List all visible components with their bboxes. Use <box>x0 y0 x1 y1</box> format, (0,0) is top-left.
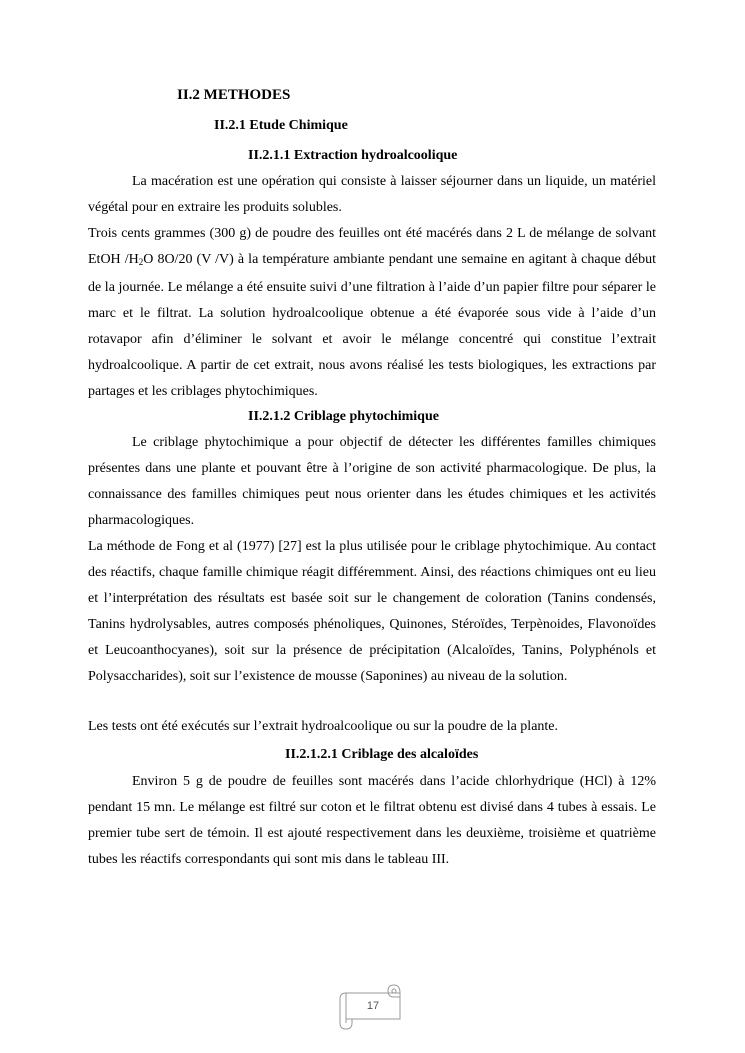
alcaloides-paragraph-1: Environ 5 g de poudre de feuilles sont macérés dans l’acide chlorhydrique (HCl) à 12% pendant 15 mn. Le mélange est filtré sur coton et le filtrat obtenu est divisé dans 4 tubes à essais. Le premier tube sert de témoin. Il est ajouté respectivement dans les deuxième, troisième et quatrième tubes les réactifs correspondants qui sont mis dans le tableau III. <box>88 774 656 867</box>
section-heading: II.2 METHODES <box>177 87 291 103</box>
criblage-heading: II.2.1.2 Criblage phytochimique <box>248 409 439 424</box>
extraction-paragraph-1: La macération est une opération qui consiste à laisser séjourner dans un liquide, un matériel végétal pour en extraire les produits solubles. <box>88 174 656 215</box>
page-number: 17 <box>366 1000 380 1012</box>
page-number-scroll <box>336 983 410 1031</box>
alcaloides-heading: II.2.1.2.1 Criblage des alcaloïdes <box>285 747 479 762</box>
criblage-paragraph-3: Les tests ont été exécutés sur l’extrait hydroalcoolique ou sur la poudre de la plante. <box>88 719 559 734</box>
subscript: 2 <box>138 257 144 267</box>
extraction-paragraph-2: Trois cents grammes (300 g) de poudre des feuilles ont été macérés dans 2 L de mélange de solvant EtOH $/H_2O$ 8O/20 (V /V) à la température ambiante pendant une semaine en agitant à chaque début de la journée. Le mélange a été ensuite suivi d’une filtration à l’aide d’un papier filtre pour séparer le marc et le filtrat. La solution hydroalcoolique obtenue a été évaporée sous vide à l’aide d’un rotavapor afin d’éliminer le solvant et avoir le mélange concentré qui constitue l’extrait hydroalcoolique. A partir de cet extrait, nous avons réalisé les tests biologiques, les extractions par partages et les criblages phytochimiques. <box>88 226 656 399</box>
criblage-paragraph-2: La méthode de Fong et al (1977) [27] est la plus utilisée pour le criblage phytochimique. Au contact des réactifs, chaque famille chimique réagit différemment. Ainsi, des réactions chimiques ont eu lieu et l’interprétation des résultats est basée soit sur le changement de coloration (Tanins condensés, Tanins hydrolysables, autres composés phénoliques, Quinones, Stéroïdes, Terpènoides, Flavonoïdes et Leucoanthocyanes), soit sur la présence de précipitation (Alcaloïdes, Tanins, Polyphénols et Polysaccharides), soit sur l’existence de mousse (Saponines) au niveau de la solution. <box>88 539 656 684</box>
criblage-paragraph-1: Le criblage phytochimique a pour objectif de détecter les différentes familles chimiques présentes dans une plante et pouvant être à l’origine de son activité pharmacologique. De plus, la connaissance des familles chimiques peut nous orienter dans les études chimiques et les activités pharmacologiques. <box>88 435 656 528</box>
extraction-heading: II.2.1.1 Extraction hydroalcoolique <box>248 148 458 163</box>
subsection-heading: II.2.1 Etude Chimique <box>214 118 348 133</box>
